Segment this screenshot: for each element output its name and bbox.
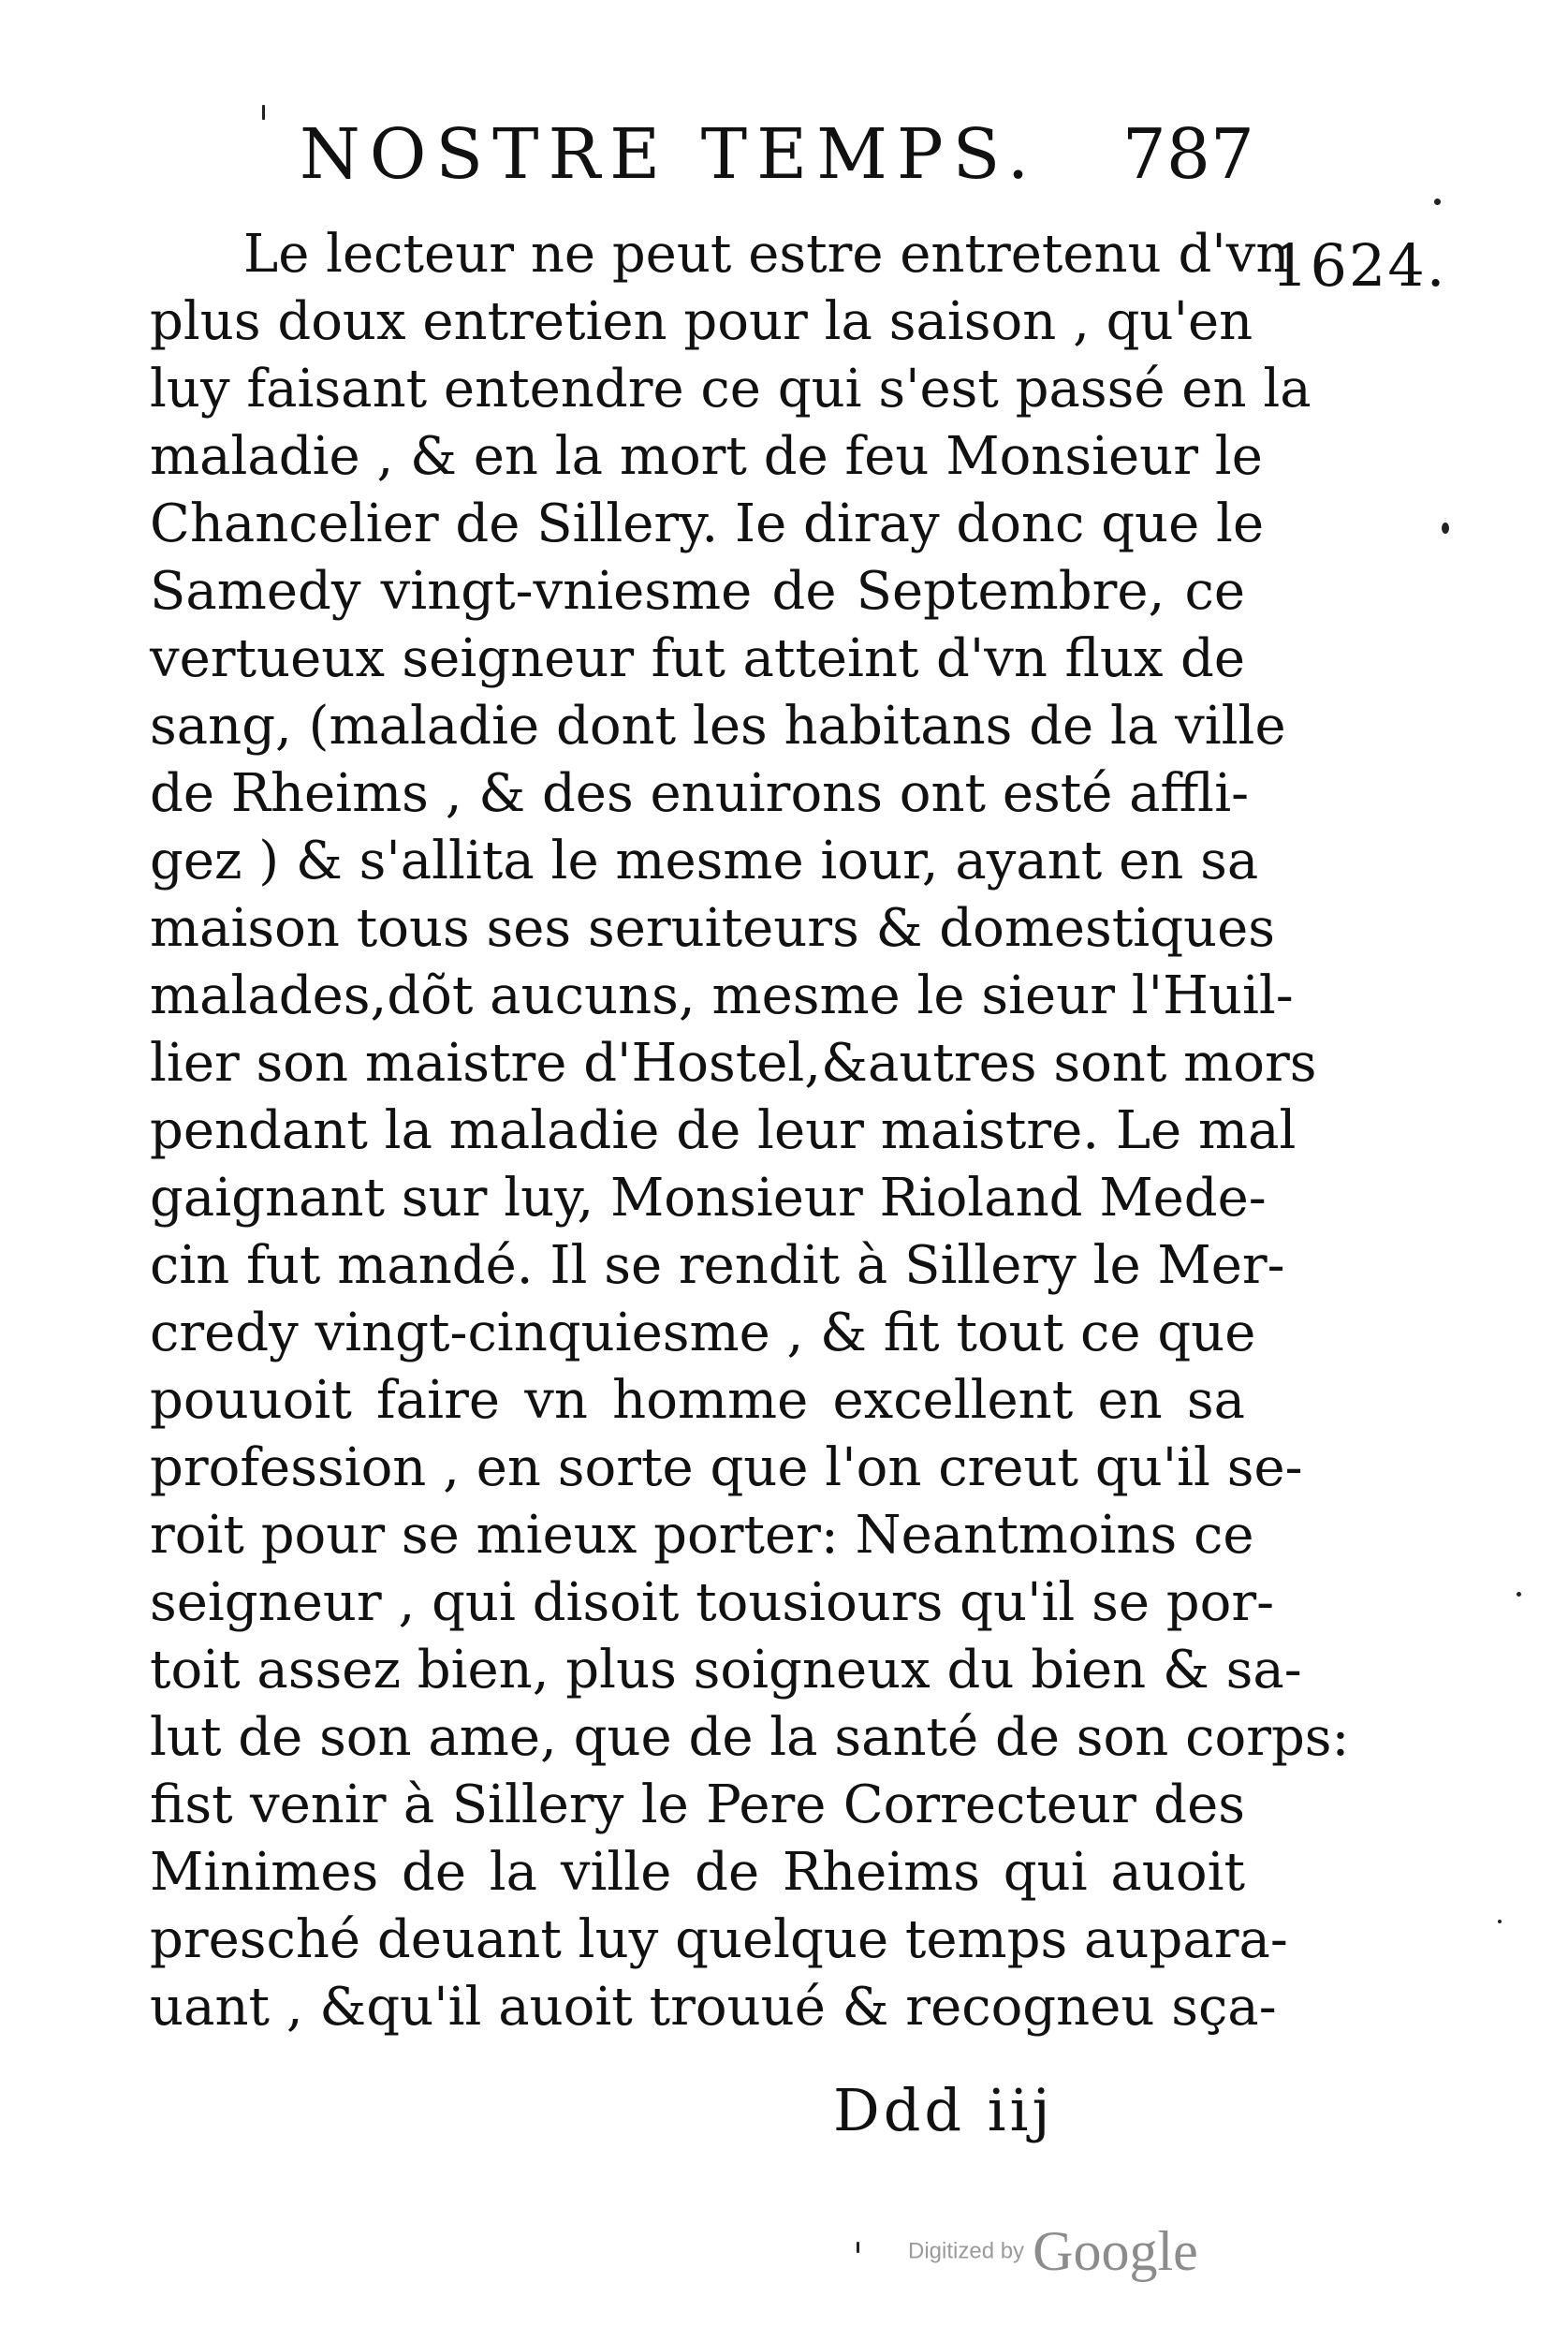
body-text — [150, 221, 1350, 2041]
text-line: vertueux seigneur fut atteint d'vn flux de — [150, 628, 1245, 689]
text-line: Le lecteur ne peut estre entretenu d'vn — [243, 224, 1290, 285]
text-line: gaignant sur luy, Monsieur Rioland Mede- — [150, 1168, 1267, 1229]
text-line: uant , &qu'il auoit trouué & recogneu sça- — [150, 1977, 1277, 2038]
scan-speck — [1442, 523, 1449, 534]
text-line: sang, (maladie dont les habitans de la ville — [150, 696, 1286, 757]
scan-speck — [262, 105, 265, 120]
scan-speck — [1498, 1920, 1502, 1923]
text-line: Samedy vingt-vniesme de Septembre, ce — [150, 561, 1245, 622]
watermark-prefix: Digitized by — [908, 2238, 1025, 2264]
scan-speck — [1434, 199, 1441, 205]
text-line: fist venir à Sillery le Pere Correcteur des — [150, 1774, 1245, 1835]
text-line: lut de son ame, que de la santé de son corps: — [150, 1707, 1350, 1768]
text-line: malades,dõt aucuns, mesme le sieur l'Huil- — [150, 965, 1294, 1026]
text-line: maladie , & en la mort de feu Monsieur le — [150, 426, 1263, 487]
page-header — [300, 112, 1254, 197]
text-line: credy vingt-cinquiesme , & fit tout ce que — [150, 1303, 1256, 1363]
text-line: maison tous ses seruiteurs & domestiques — [150, 898, 1276, 959]
scan-speck — [857, 2242, 859, 2253]
text-line: Minimes de la ville de Rheims qui auoit — [150, 1842, 1245, 1903]
text-line: profession , en sorte que l'on creut qu'il se- — [150, 1437, 1303, 1498]
running-head: NOSTRE TEMPS. — [300, 114, 1039, 195]
scan-speck — [1517, 1592, 1521, 1597]
text-line: lier son maistre d'Hostel,&autres sont mors — [150, 1033, 1317, 1094]
text-line: pendant la maladie de leur maistre. Le mal — [150, 1100, 1297, 1161]
text-line: roit pour se mieux porter: Neantmoins ce — [150, 1505, 1254, 1566]
text-line: plus doux entretien pour la saison , qu'en — [150, 291, 1253, 352]
text-line: cin fut mandé. Il se rendit à Sillery le Mer- — [150, 1235, 1285, 1296]
text-line: toit assez bien, plus soigneux du bien & sa- — [150, 1640, 1302, 1701]
text-line: gez ) & s'allita le mesme iour, ayant en sa — [150, 831, 1259, 891]
text-line: Chancelier de Sillery. Ie diray donc que le — [150, 493, 1265, 554]
text-line: pouuoit faire vn homme excellent en sa — [150, 1370, 1245, 1431]
google-logo: Google — [1033, 2220, 1198, 2282]
signature-mark: Ddd iij — [833, 2076, 1054, 2144]
text-line: presché deuant luy quelque temps aupara- — [150, 1909, 1288, 1970]
text-line: de Rheims , & des enuirons ont esté affli- — [150, 763, 1250, 824]
text-line: seigneur , qui disoit tousiours qu'il se por- — [150, 1572, 1275, 1633]
text-line: luy faisant entendre ce qui s'est passé en la — [150, 359, 1312, 420]
digitized-watermark — [908, 2219, 1198, 2285]
margin-year: 1624. — [1271, 231, 1447, 300]
page-number: 787 — [1121, 114, 1254, 195]
